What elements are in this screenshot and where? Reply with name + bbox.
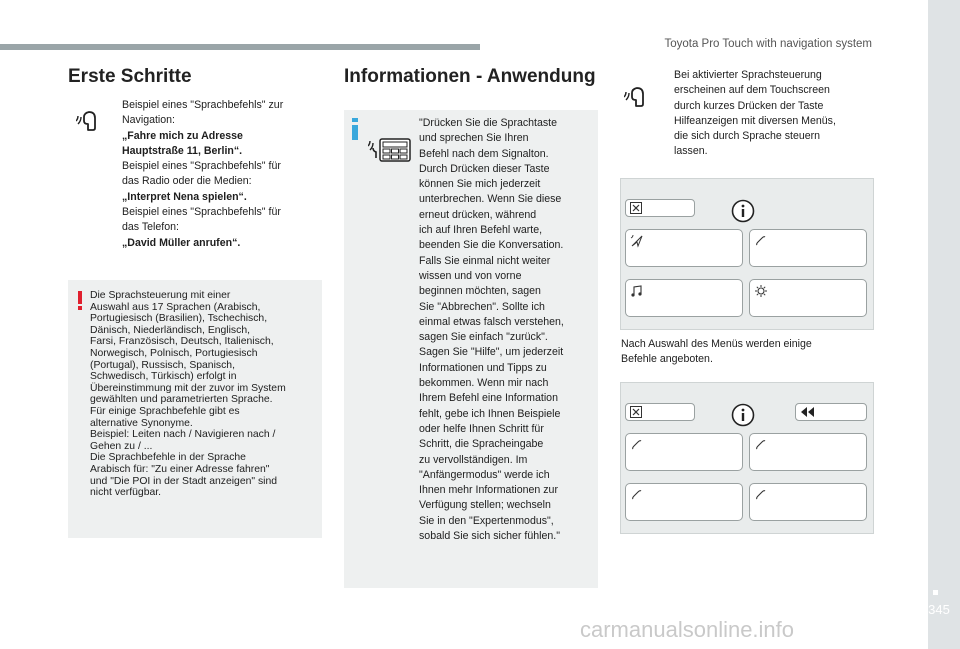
text-line: Hilfeanzeigen mit diversen Menüs, — [674, 114, 836, 127]
close-button[interactable] — [625, 403, 695, 421]
text-line: fehlt, gebe ich Ihnen Beispiele — [419, 407, 561, 420]
text-line: Norwegisch, Polnisch, Portugiesisch — [90, 347, 258, 359]
music-note-icon — [630, 284, 644, 298]
section1-text — [122, 98, 322, 251]
text-line: Arabisch für: "Zu einer Adresse fahren" — [90, 463, 270, 475]
section-title-erste-schritte: Erste Schritte — [68, 66, 192, 87]
text-line: beenden Sie die Konversation. — [419, 239, 564, 252]
text-line: "Drücken Sie die Sprachtaste — [419, 117, 558, 129]
text-line: Ihrem Befehl eine Information — [419, 392, 558, 405]
warning-icon — [78, 291, 82, 309]
close-button[interactable] — [625, 199, 695, 217]
menu-tile-settings[interactable] — [749, 279, 867, 317]
command-example: „David Müller anrufen“. — [122, 236, 241, 249]
text-line: alternative Synonyme. — [90, 417, 193, 429]
text-line: und sprechen Sie Ihren — [419, 132, 529, 145]
navigation-icon — [630, 234, 644, 248]
help-screen-submenu — [620, 382, 874, 534]
text-line: Übereinstimmung mit der zuvor im System — [90, 382, 286, 394]
text-line: Befehl nach dem Signalton. — [419, 147, 549, 160]
text-line: das Telefon: — [122, 221, 179, 234]
text-line: beginnen möchten, sagen — [419, 285, 541, 298]
text-line: lassen. — [674, 145, 708, 158]
voice-command-icon — [76, 110, 102, 132]
warning-text — [90, 290, 316, 499]
text-line: (Portugal), Russisch, Spanisch, — [90, 359, 235, 371]
command-tile[interactable] — [625, 433, 743, 471]
text-line: oder helfe Ihnen Schritt für — [419, 422, 544, 435]
back-arrow-icon — [799, 406, 815, 418]
text-line: Bei aktivierter Sprachsteuerung — [674, 69, 822, 81]
voice-command-icon — [630, 488, 644, 502]
voice-control-keypad-icon — [368, 132, 412, 162]
section3-text — [674, 68, 874, 160]
menu-tile-media[interactable] — [625, 279, 743, 317]
text-line: Farsi, Französisch, Deutsch, Italienisch, — [90, 336, 274, 348]
text-line: Die Sprachbefehle in der Sprache — [90, 452, 246, 464]
text-line: Gehen zu / ... — [90, 440, 153, 452]
info-circle-icon[interactable] — [731, 403, 755, 427]
command-example: „Fahre mich zu Adresse — [122, 129, 243, 142]
close-icon — [630, 406, 642, 418]
screen-caption — [621, 337, 861, 368]
text-line: Nach Auswahl des Menüs werden einige — [621, 338, 812, 350]
text-line: Schritt, die Spracheingabe — [419, 438, 544, 451]
voice-command-icon — [630, 438, 644, 452]
text-line: Sie "Abbrechen". Sollte ich — [419, 300, 545, 313]
watermark: carmanualsonline.info — [580, 617, 795, 642]
command-example: Hauptstraße 11, Berlin“. — [122, 144, 243, 157]
text-line: können Sie mich jederzeit — [419, 178, 541, 191]
text-line: nicht verfügbar. — [90, 487, 162, 499]
info-circle-icon[interactable] — [731, 199, 755, 223]
page-number: 345 — [928, 602, 950, 617]
text-line: unterbrechen. Wenn Sie diese — [419, 193, 562, 206]
voice-command-icon — [754, 438, 768, 452]
text-line: Sie in den "Expertenmodus", — [419, 514, 554, 527]
text-line: zu vervollständigen. Im — [419, 453, 528, 466]
command-tile[interactable] — [749, 483, 867, 521]
help-screen-main — [620, 178, 874, 330]
info-text — [419, 116, 591, 544]
voice-command-icon — [754, 488, 768, 502]
text-line: erscheinen auf dem Touchscreen — [674, 84, 830, 97]
text-line: Beispiel eines "Sprachbefehls" zur — [122, 99, 284, 111]
text-line: das Radio oder die Medien: — [122, 175, 252, 188]
gear-icon — [754, 284, 768, 298]
back-button[interactable] — [795, 403, 867, 421]
text-line: Beispiel: Leiten nach / Navigieren nach / — [90, 429, 276, 441]
text-line: Sagen Sie "Hilfe", um jederzeit — [419, 346, 564, 359]
close-icon — [630, 202, 642, 214]
text-line: Beispiel eines "Sprachbefehls" für — [122, 160, 281, 173]
text-line: Beispiel eines "Sprachbefehls" für — [122, 206, 281, 219]
menu-tile-navigation[interactable] — [625, 229, 743, 267]
command-tile[interactable] — [625, 483, 743, 521]
phone-icon — [754, 234, 768, 248]
text-line: sobald Sie sich sicher fühlen." — [419, 530, 560, 543]
text-line: Dänisch, Niederländisch, Englisch, — [90, 324, 250, 336]
text-line: Navigation: — [122, 114, 175, 127]
side-strip — [928, 0, 960, 649]
text-line: Die Sprachsteuerung mit einer — [90, 290, 231, 301]
text-line: die sich durch Sprache steuern — [674, 130, 821, 143]
section-title-informationen: Informationen - Anwendung — [344, 66, 596, 87]
text-line: Befehle angeboten. — [621, 353, 713, 366]
menu-tile-phone[interactable] — [749, 229, 867, 267]
text-line: bekommen. Wenn mir nach — [419, 377, 549, 390]
text-line: durch kurzes Drücken der Taste — [674, 99, 824, 112]
text-line: Verfügung stellen; wechseln — [419, 499, 551, 512]
text-line: erneut drücken, während — [419, 208, 537, 221]
text-line: Schwedisch, Türkisch) erfolgt in — [90, 371, 237, 383]
text-line: Auswahl aus 17 Sprachen (Arabisch, — [90, 301, 261, 313]
text-line: Falls Sie einmal nicht weiter — [419, 254, 551, 267]
text-line: Informationen und Tipps zu — [419, 361, 547, 374]
header-title: Toyota Pro Touch with navigation system — [664, 38, 872, 50]
text-line: Durch Drücken dieser Taste — [419, 162, 550, 175]
text-line: einmal etwas falsch verstehen, — [419, 315, 564, 328]
text-line: wissen und von vorne — [419, 269, 522, 282]
text-line: ich auf Ihren Befehl warte, — [419, 224, 543, 237]
text-line: gewählten und parametrierten Sprache. — [90, 394, 273, 406]
text-line: Ihnen mehr Informationen zur — [419, 484, 558, 497]
header-bar — [0, 44, 480, 50]
voice-command-icon — [624, 86, 650, 108]
text-line: und "Die POI in der Stadt anzeigen" sind — [90, 475, 278, 487]
command-tile[interactable] — [749, 433, 867, 471]
text-line: Für einige Sprachbefehle gibt es — [90, 405, 240, 417]
text-line: Portugiesisch (Brasilien), Tschechisch, — [90, 313, 268, 325]
continuation-marker — [933, 590, 938, 595]
info-icon — [352, 118, 358, 140]
text-line: sagen Sie einfach "zurück". — [419, 331, 548, 344]
text-line: "Anfängermodus" werde ich — [419, 468, 550, 481]
command-example: „Interpret Nena spielen“. — [122, 190, 247, 203]
